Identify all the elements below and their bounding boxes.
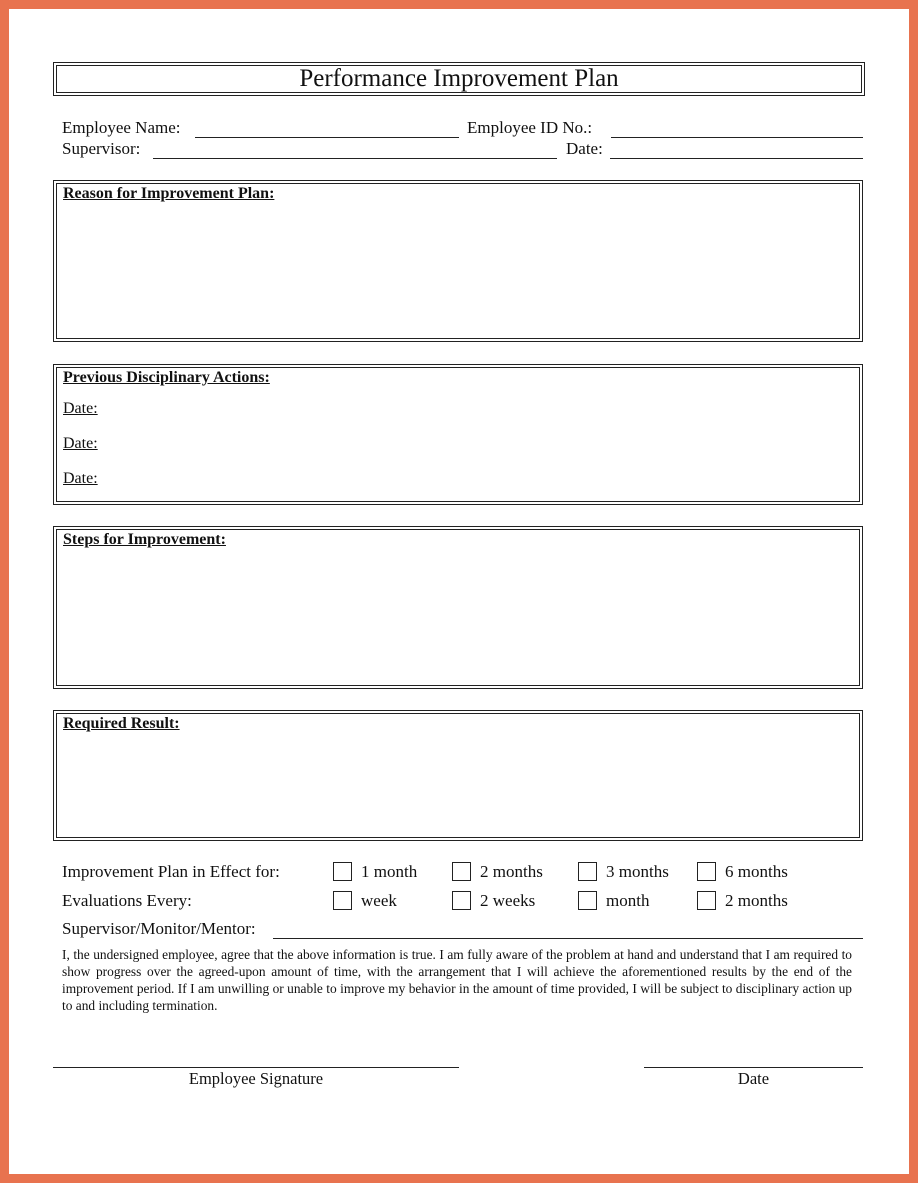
plan-effect-checkbox-3[interactable] (578, 862, 597, 881)
evaluations-label: Evaluations Every: (62, 891, 192, 910)
reason-section[interactable] (53, 180, 863, 342)
supervisor-label: Supervisor: (62, 139, 141, 158)
plan-effect-label: Improvement Plan in Effect for: (62, 862, 280, 881)
evaluations-checkbox-1[interactable] (333, 891, 352, 910)
date-label: Date: (566, 139, 603, 158)
form-title: Performance Improvement Plan (53, 62, 865, 96)
previous-actions-title: Previous Disciplinary Actions: (63, 369, 270, 386)
evaluations-option-2: 2 weeks (480, 891, 536, 910)
plan-effect-option-4: 6 months (725, 862, 788, 881)
plan-effect-checkbox-2[interactable] (452, 862, 471, 881)
steps-section-title: Steps for Improvement: (63, 531, 226, 548)
employee-id-label: Employee ID No.: (467, 118, 593, 137)
employee-name-field[interactable] (195, 137, 459, 138)
reason-section-title: Reason for Improvement Plan: (63, 185, 275, 202)
plan-effect-option-2: 2 months (480, 862, 543, 881)
previous-action-date-3: Date: (63, 470, 98, 487)
agreement-text: I, the undersigned employee, agree that the above information is true. I am fully aware of the problem at hand and understand that I am required to show progress over the agreed-upon amount of time, with the arrangement that I will achieve the aforementioned results by the end of the improvement period. If I am unwilling or unable to improve my behavior in the amount of time provided, I will be subject to disciplinary action up to and including termination. (62, 947, 852, 1013)
signature-date-label: Date (737, 1069, 770, 1088)
required-result-title: Required Result: (63, 715, 180, 732)
employee-signature-line[interactable] (53, 1067, 459, 1068)
plan-effect-option-3: 3 months (606, 862, 669, 881)
previous-action-date-2: Date: (63, 435, 98, 452)
plan-effect-option-1: 1 month (361, 862, 418, 881)
supervisor-field[interactable] (153, 158, 557, 159)
evaluations-option-3: month (606, 891, 650, 910)
employee-name-label: Employee Name: (62, 118, 181, 137)
evaluations-option-4: 2 months (725, 891, 788, 910)
evaluations-checkbox-2[interactable] (452, 891, 471, 910)
mentor-label: Supervisor/Monitor/Mentor: (62, 919, 256, 938)
evaluations-checkbox-3[interactable] (578, 891, 597, 910)
evaluations-checkbox-4[interactable] (697, 891, 716, 910)
evaluations-option-1: week (361, 891, 397, 910)
employee-id-field[interactable] (611, 137, 863, 138)
plan-effect-checkbox-1[interactable] (333, 862, 352, 881)
previous-actions-section[interactable] (53, 364, 863, 505)
signature-date-line[interactable] (644, 1067, 863, 1068)
required-result-section[interactable] (53, 710, 863, 841)
mentor-field[interactable] (273, 938, 863, 939)
date-field[interactable] (610, 158, 863, 159)
plan-effect-checkbox-4[interactable] (697, 862, 716, 881)
steps-section[interactable] (53, 526, 863, 689)
previous-action-date-1: Date: (63, 400, 98, 417)
employee-signature-label: Employee Signature (188, 1069, 324, 1088)
